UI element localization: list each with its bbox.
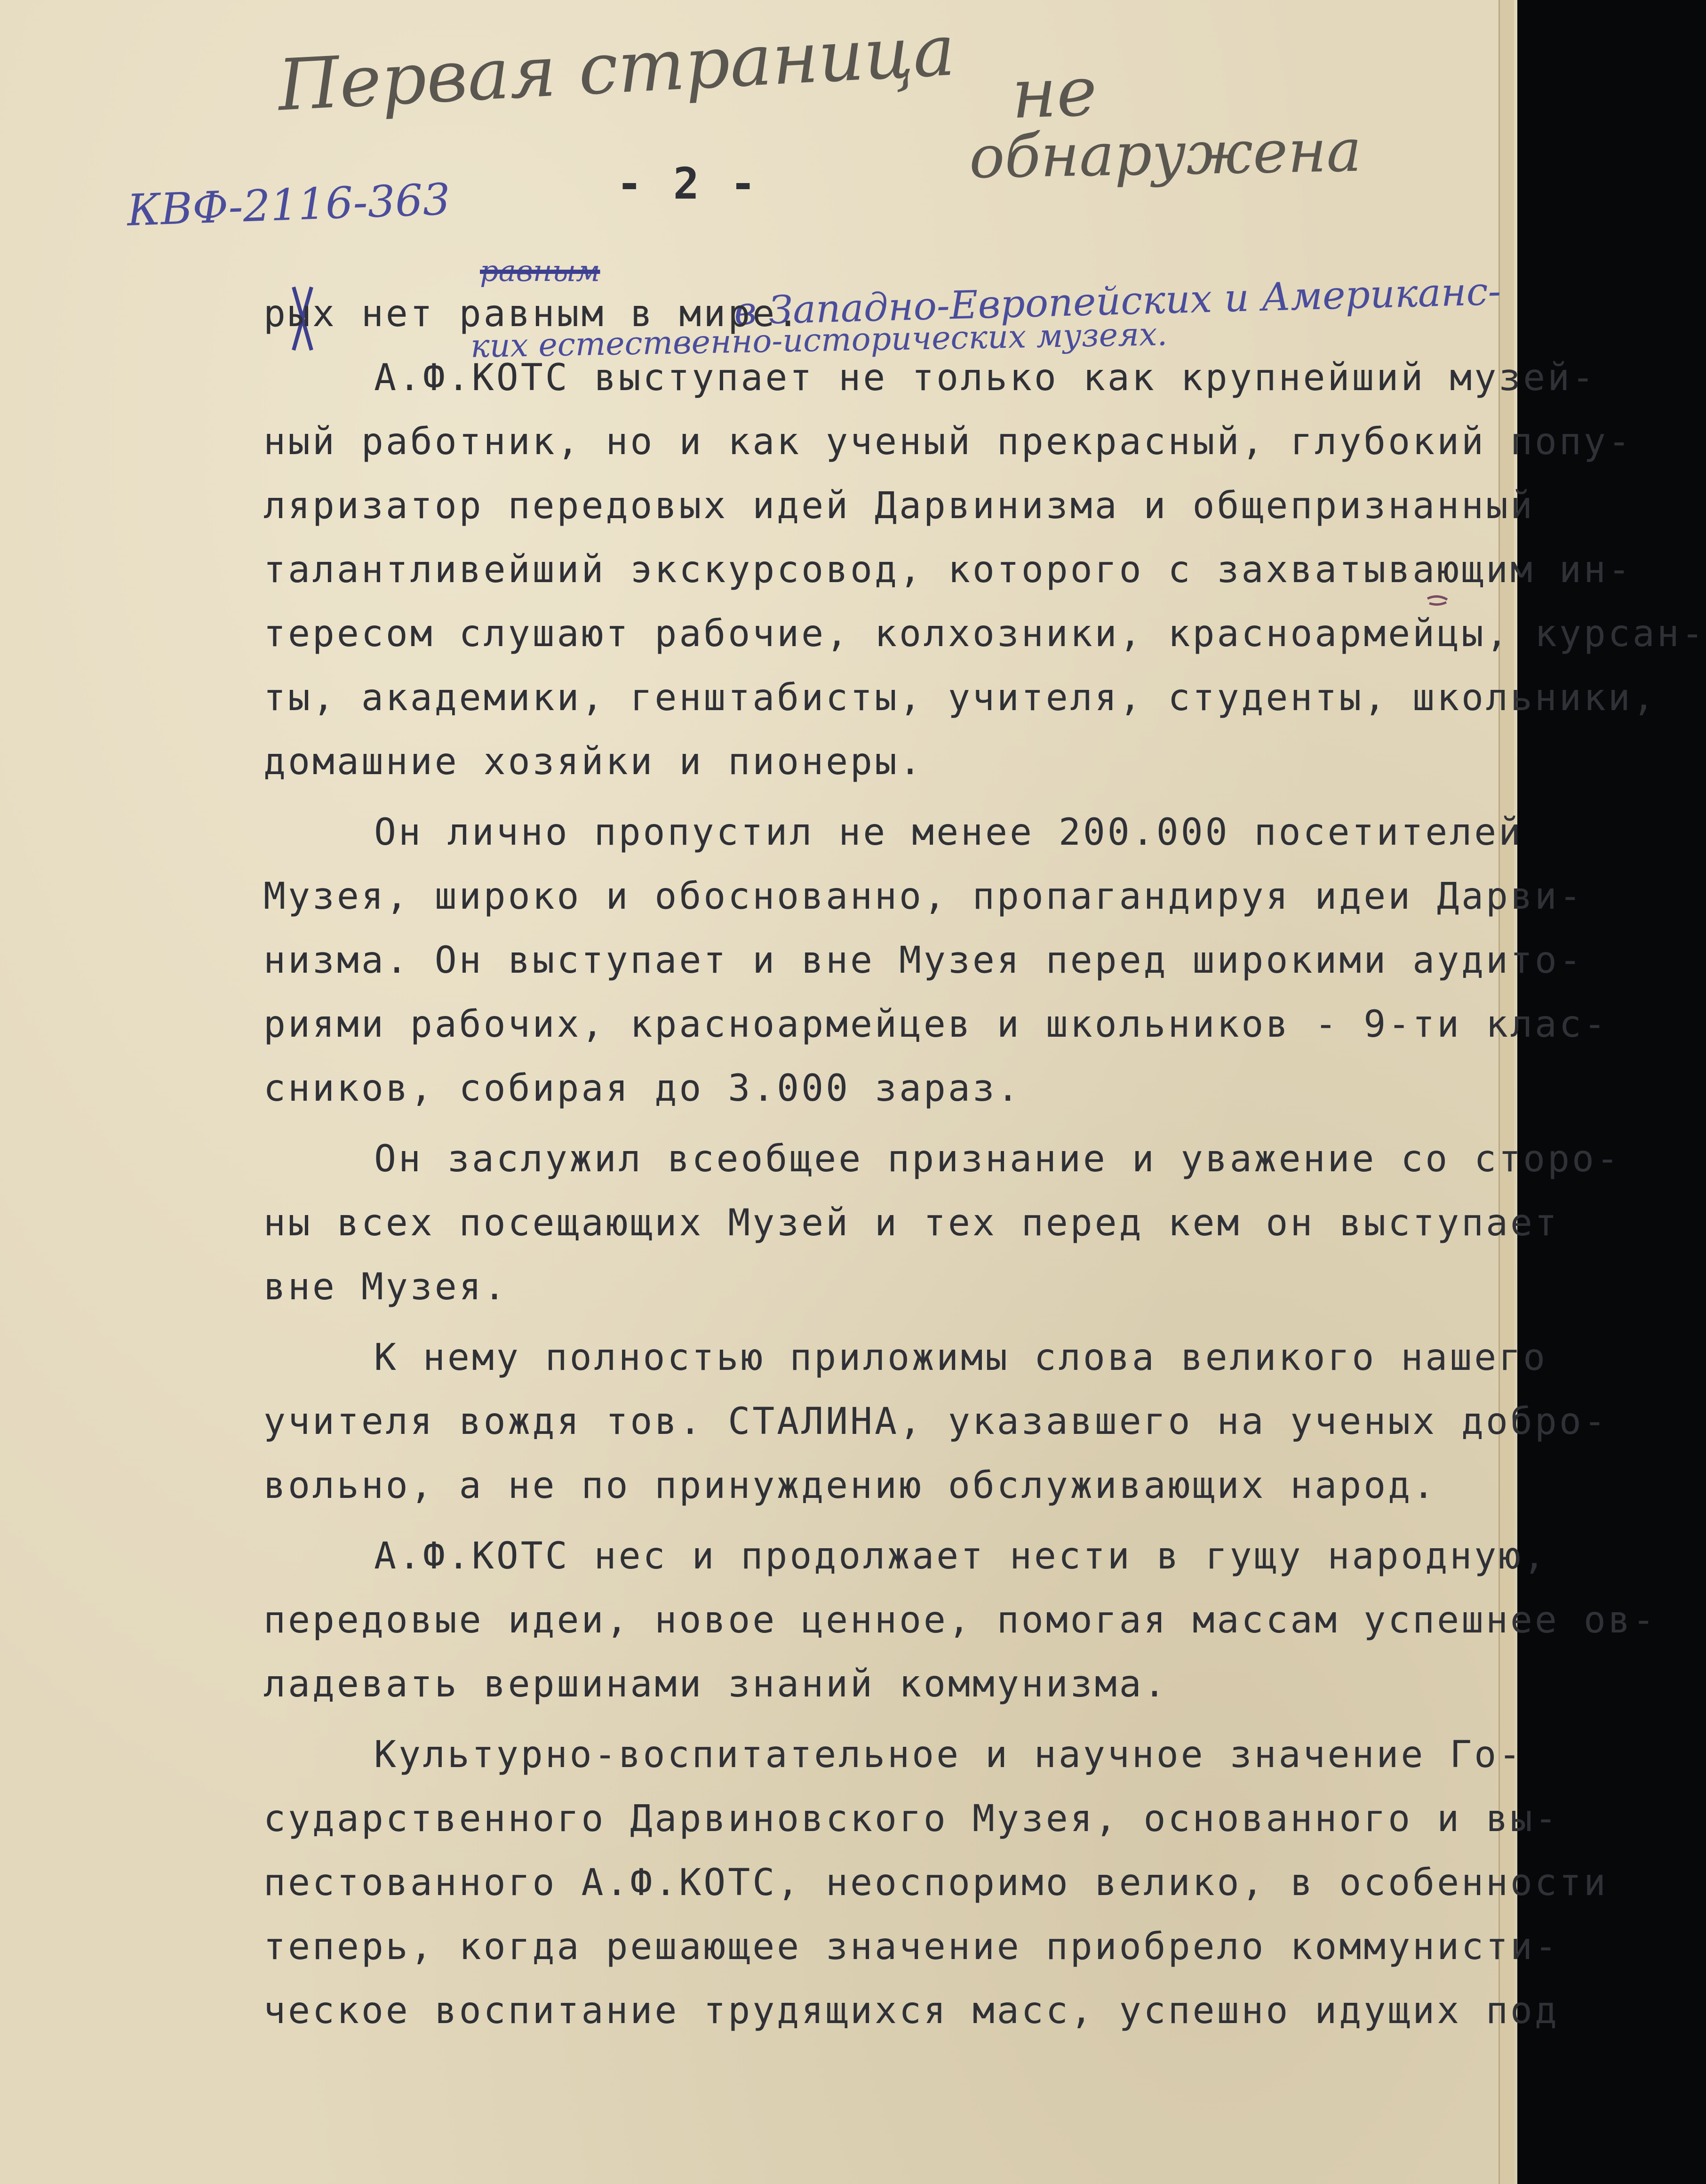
paper-edge xyxy=(1499,0,1514,2184)
page-number: - 2 - xyxy=(616,159,758,209)
text-line: ты, академики, генштабисты, учителя, студенты, школьники, xyxy=(263,677,1657,719)
text-line: пестованного А.Ф.КОТС, неоспоримо велико, в особенности xyxy=(263,1862,1608,1904)
text-line: ный работник, но и как ученый прекрасный, глубокий попу- xyxy=(263,421,1633,463)
text-line: передовые идеи, новое ценное, помогая массам успешнее ов- xyxy=(263,1599,1657,1641)
pencil-note-line1: Первая страница xyxy=(276,9,957,127)
pencil-note-line2: не xyxy=(1010,51,1099,135)
text-line: талантливейший экскурсовод, которого с захватывающим ин- xyxy=(263,549,1633,591)
text-line: низма. Он выступает и вне Музея перед широкими аудито- xyxy=(263,939,1584,982)
margin-ink-mark xyxy=(1426,594,1449,607)
text-line: ладевать вершинами знаний коммунизма. xyxy=(263,1663,1168,1705)
pencil-note-line3: обнаружена xyxy=(968,116,1363,192)
text-line: риями рабочих, красноармейцев и школьников - 9-ти клас- xyxy=(263,1003,1608,1046)
text-line: А.Ф.КОТС выступает не только как крупнейший музей- xyxy=(374,357,1596,399)
text-line: теперь, когда решающее значение приобрело коммунисти- xyxy=(263,1926,1559,1968)
text-line: Он заслужил всеобщее признание и уважение со сторо- xyxy=(374,1138,1621,1180)
text-line: сников, собирая до 3.000 зараз. xyxy=(263,1067,1021,1110)
text-line: сударственного Дарвиновского Музея, основанного и вы- xyxy=(263,1798,1559,1840)
text-line: ческое воспитание трудящихся масс, успешно идущих под xyxy=(263,1990,1559,2032)
text-line: ляризатор передовых идей Дарвинизма и общепризнанный xyxy=(263,485,1535,527)
insertion-line2: ких естественно-исторических музеях. xyxy=(470,316,1168,365)
text-line: тересом слушают рабочие, колхозники, красноармейцы, курсан- xyxy=(263,613,1706,655)
text-line: Культурно-воспитательное и научное значение Го- xyxy=(374,1734,1523,1776)
insertion-line1: в Западно-Европейских и Американс- xyxy=(733,269,1502,334)
text-line: учителя вождя тов. СТАЛИНА, указавшего на ученых добро- xyxy=(263,1400,1608,1443)
text-line: рых нет равным в мире. xyxy=(263,293,802,335)
struck-inserted-word: равным xyxy=(480,254,600,288)
text-line: вольно, а не по принуждению обслуживающих народ. xyxy=(263,1464,1437,1507)
text-line: ны всех посещающих Музей и тех перед кем он выступает xyxy=(263,1202,1559,1244)
text-line: А.Ф.КОТС нес и продолжает нести в гущу народную, xyxy=(374,1535,1548,1577)
text-line: Он лично пропустил не менее 200.000 посетителей xyxy=(374,811,1523,854)
text-line: домашние хозяйки и пионеры. xyxy=(263,741,924,783)
text-line: Музея, широко и обоснованно, пропагандируя идеи Дарви- xyxy=(263,875,1584,918)
archive-code: КВФ-2116-363 xyxy=(126,174,451,236)
text-line: вне Музея. xyxy=(263,1266,508,1308)
text-line: К нему полностью приложимы слова великого нашего xyxy=(374,1336,1548,1379)
